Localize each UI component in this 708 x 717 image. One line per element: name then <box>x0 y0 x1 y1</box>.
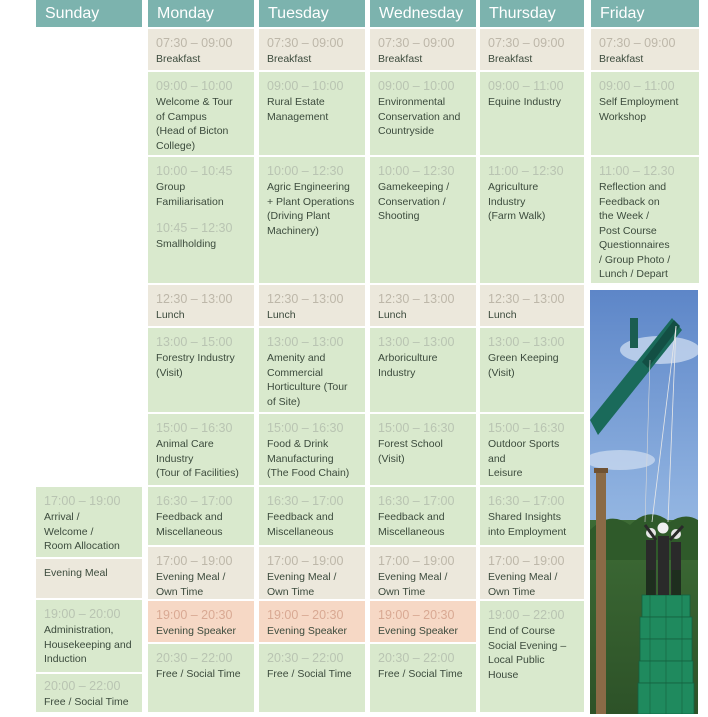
slot-time: 19:00 – 20:30 <box>267 608 344 622</box>
slot-time: 17:00 – 19:00 <box>156 554 233 568</box>
slot-activity: Equine Industry <box>488 96 561 108</box>
slot-time: 15:00 – 16:30 <box>267 421 344 435</box>
slot-time: 12:30 – 13:00 <box>378 292 455 306</box>
slot-wed-free <box>370 644 476 712</box>
slot-time: 17:00 – 19:00 <box>44 494 121 508</box>
slot-mon-am1 <box>148 72 254 155</box>
slot-time: 09:00 – 11:00 <box>488 79 564 93</box>
slot-time: 12:30 – 13:00 <box>156 292 233 306</box>
slot-activity: Evening Meal / Own Time <box>267 571 337 598</box>
slot-activity: Lunch <box>156 309 185 321</box>
slot-mon-meal <box>148 547 254 599</box>
slot-activity: Forest School (Visit) <box>378 438 443 465</box>
slot-activity: Evening Meal / Own Time <box>488 571 558 598</box>
slot-time: 07:30 – 09:00 <box>599 36 676 50</box>
slot-time: 20:30 – 22:00 <box>156 651 233 665</box>
slot-time: 20:00 – 22:00 <box>44 679 121 693</box>
slot-time: 09:00 – 10:00 <box>156 79 233 93</box>
slot-time: 11:00 – 12:30 <box>488 164 564 178</box>
slot-sun-free <box>36 674 142 712</box>
slot-time: 20:30 – 22:00 <box>267 651 344 665</box>
slot-fri-am2 <box>591 157 699 283</box>
slot-activity: Group Familiarisation <box>156 181 224 208</box>
slot-mon-am2 <box>148 157 254 283</box>
slot-thu-social <box>480 601 584 712</box>
slot-activity: Smallholding <box>156 238 217 250</box>
slot-activity: Welcome & Tour of Campus (Head of Bicton College) <box>156 96 233 152</box>
slot-fri-breakfast <box>591 29 699 70</box>
slot-time: 12:30 – 13:00 <box>267 292 344 306</box>
slot-activity: Free / Social Time <box>378 668 463 680</box>
slot-activity: Free / Social Time <box>44 696 129 708</box>
slot-activity: Self Employment Workshop <box>599 96 679 123</box>
slot-wed-pm2 <box>370 414 476 485</box>
slot-tue-breakfast <box>259 29 365 70</box>
slot-activity: Evening Speaker <box>267 625 347 637</box>
slot-wed-lunch <box>370 285 476 326</box>
slot-activity: Green Keeping (Visit) <box>488 352 559 379</box>
slot-activity: Amenity and Commercial Horticulture (Tour of Site) <box>267 352 348 408</box>
slot-mon-breakfast <box>148 29 254 70</box>
slot-wed-am2 <box>370 157 476 283</box>
slot-time: 10:45 – 12:30 <box>156 221 233 235</box>
slot-wed-am1 <box>370 72 476 155</box>
slot-activity: Food & Drink Manufacturing (The Food Chain) <box>267 438 350 479</box>
slot-activity: Evening Meal / Own Time <box>156 571 226 598</box>
slot-time: 09:00 – 10:00 <box>378 79 455 93</box>
slot-activity: Breakfast <box>156 53 201 65</box>
slot-activity: Agric Engineering + Plant Operations (Driving Plant Machinery) <box>267 181 355 237</box>
slot-time: 17:00 – 19:00 <box>488 554 565 568</box>
slot-activity: Evening Meal / Own Time <box>378 571 448 598</box>
slot-wed-pm1 <box>370 328 476 412</box>
slot-time: 11:00 – 12.30 <box>599 164 675 178</box>
slot-mon-lunch <box>148 285 254 326</box>
crate-climbing-photo <box>590 290 698 714</box>
slot-activity: Free / Social Time <box>267 668 352 680</box>
slot-activity: Administration, Housekeeping and Induction <box>44 624 132 665</box>
slot-sun-meal <box>36 559 142 598</box>
slot-activity: Breakfast <box>599 53 644 65</box>
slot-activity: Reflection and Feedback on the Week / Post Course Questionnaires / Group Photo / Lunch / Depart <box>599 181 671 280</box>
slot-time: 16:30 – 17:00 <box>378 494 455 508</box>
slot-sun-admin <box>36 600 142 672</box>
slot-time: 16:30 – 17:00 <box>488 494 565 508</box>
slot-time: 16:30 – 17:00 <box>156 494 233 508</box>
slot-time: 15:00 – 16:30 <box>378 421 455 435</box>
slot-time: 13:00 – 13:00 <box>378 335 455 349</box>
slot-time: 19:00 – 20:00 <box>44 607 121 621</box>
slot-tue-pm2 <box>259 414 365 485</box>
slot-activity: Evening Meal <box>44 567 108 579</box>
slot-time: 10:00 – 12:30 <box>267 164 344 178</box>
slot-activity: Forestry Industry (Visit) <box>156 352 235 379</box>
slot-mon-feedback <box>148 487 254 545</box>
slot-thu-feedback <box>480 487 584 545</box>
slot-wed-feedback <box>370 487 476 545</box>
header-friday: Friday <box>591 0 699 27</box>
slot-activity: Lunch <box>378 309 407 321</box>
slot-thu-am1 <box>480 72 584 155</box>
slot-fri-am1 <box>591 72 699 155</box>
slot-time: 13:00 – 15:00 <box>156 335 233 349</box>
slot-time: 17:00 – 19:00 <box>378 554 455 568</box>
slot-mon-pm1 <box>148 328 254 412</box>
slot-tue-meal <box>259 547 365 599</box>
slot-time: 20:30 – 22:00 <box>378 651 455 665</box>
slot-activity: Breakfast <box>267 53 312 65</box>
slot-activity: Arrival / Welcome / Room Allocation <box>44 511 120 552</box>
slot-time: 16:30 – 17:00 <box>267 494 344 508</box>
slot-time: 15:00 – 16:30 <box>156 421 233 435</box>
slot-wed-breakfast <box>370 29 476 70</box>
slot-time: 10:00 – 10:45 <box>156 164 233 178</box>
slot-tue-lunch <box>259 285 365 326</box>
slot-time: 13:00 – 13:00 <box>488 335 565 349</box>
slot-activity: Evening Speaker <box>378 625 458 637</box>
slot-thu-pm2 <box>480 414 584 485</box>
slot-mon-am2b <box>148 221 254 252</box>
slot-thu-meal <box>480 547 584 599</box>
slot-activity: Lunch <box>488 309 517 321</box>
slot-activity: Agriculture Industry (Farm Walk) <box>488 181 546 222</box>
slot-activity: Free / Social Time <box>156 668 241 680</box>
slot-time: 13:00 – 13:00 <box>267 335 344 349</box>
slot-tue-pm1 <box>259 328 365 412</box>
slot-tue-am1 <box>259 72 365 155</box>
slot-time: 15:00 – 16:30 <box>488 421 565 435</box>
slot-time: 07:30 – 09:00 <box>267 36 344 50</box>
slot-time: 12:30 – 13:00 <box>488 292 565 306</box>
slot-activity: Feedback and Miscellaneous <box>378 511 445 538</box>
slot-activity: End of Course Social Evening – Local Public House <box>488 625 567 681</box>
slot-time: 09:00 – 10:00 <box>267 79 344 93</box>
slot-time: 07:30 – 09:00 <box>488 36 565 50</box>
slot-activity: Outdoor Sports and Leisure <box>488 438 560 479</box>
slot-time: 19:00 – 20:30 <box>156 608 233 622</box>
slot-activity: Breakfast <box>488 53 533 65</box>
header-monday: Monday <box>148 0 254 27</box>
slot-wed-speaker <box>370 601 476 642</box>
slot-mon-am2a <box>148 164 254 209</box>
header-tuesday: Tuesday <box>259 0 365 27</box>
slot-wed-meal <box>370 547 476 599</box>
slot-sun-arrival <box>36 487 142 557</box>
slot-tue-feedback <box>259 487 365 545</box>
slot-time: 07:30 – 09:00 <box>378 36 455 50</box>
slot-time: 19:00 – 22:00 <box>488 608 565 622</box>
slot-activity: Feedback and Miscellaneous <box>267 511 334 538</box>
slot-activity: Environmental Conservation and Countryside <box>378 96 461 137</box>
slot-thu-pm1 <box>480 328 584 412</box>
slot-time: 10:00 – 12:30 <box>378 164 455 178</box>
slot-mon-pm2 <box>148 414 254 485</box>
slot-tue-speaker <box>259 601 365 642</box>
slot-time: 09:00 – 11:00 <box>599 79 675 93</box>
slot-thu-lunch <box>480 285 584 326</box>
slot-activity: Lunch <box>267 309 296 321</box>
header-wednesday: Wednesday <box>370 0 476 27</box>
slot-thu-breakfast <box>480 29 584 70</box>
slot-activity: Gamekeeping / Conservation / Shooting <box>378 181 450 222</box>
slot-activity: Evening Speaker <box>156 625 236 637</box>
header-thursday: Thursday <box>480 0 584 27</box>
slot-activity: Feedback and Miscellaneous <box>156 511 223 538</box>
slot-time: 17:00 – 19:00 <box>267 554 344 568</box>
slot-activity: Breakfast <box>378 53 423 65</box>
slot-tue-free <box>259 644 365 712</box>
slot-time: 19:00 – 20:30 <box>378 608 455 622</box>
slot-activity: Arboriculture Industry <box>378 352 438 379</box>
slot-activity: Rural Estate Management <box>267 96 329 123</box>
header-sunday: Sunday <box>36 0 142 27</box>
slot-tue-am2 <box>259 157 365 283</box>
slot-thu-am2 <box>480 157 584 283</box>
slot-time: 07:30 – 09:00 <box>156 36 233 50</box>
slot-mon-speaker <box>148 601 254 642</box>
slot-activity: Shared Insights into Employment <box>488 511 567 538</box>
slot-activity: Animal Care Industry (Tour of Facilities) <box>156 438 239 479</box>
slot-mon-free <box>148 644 254 712</box>
